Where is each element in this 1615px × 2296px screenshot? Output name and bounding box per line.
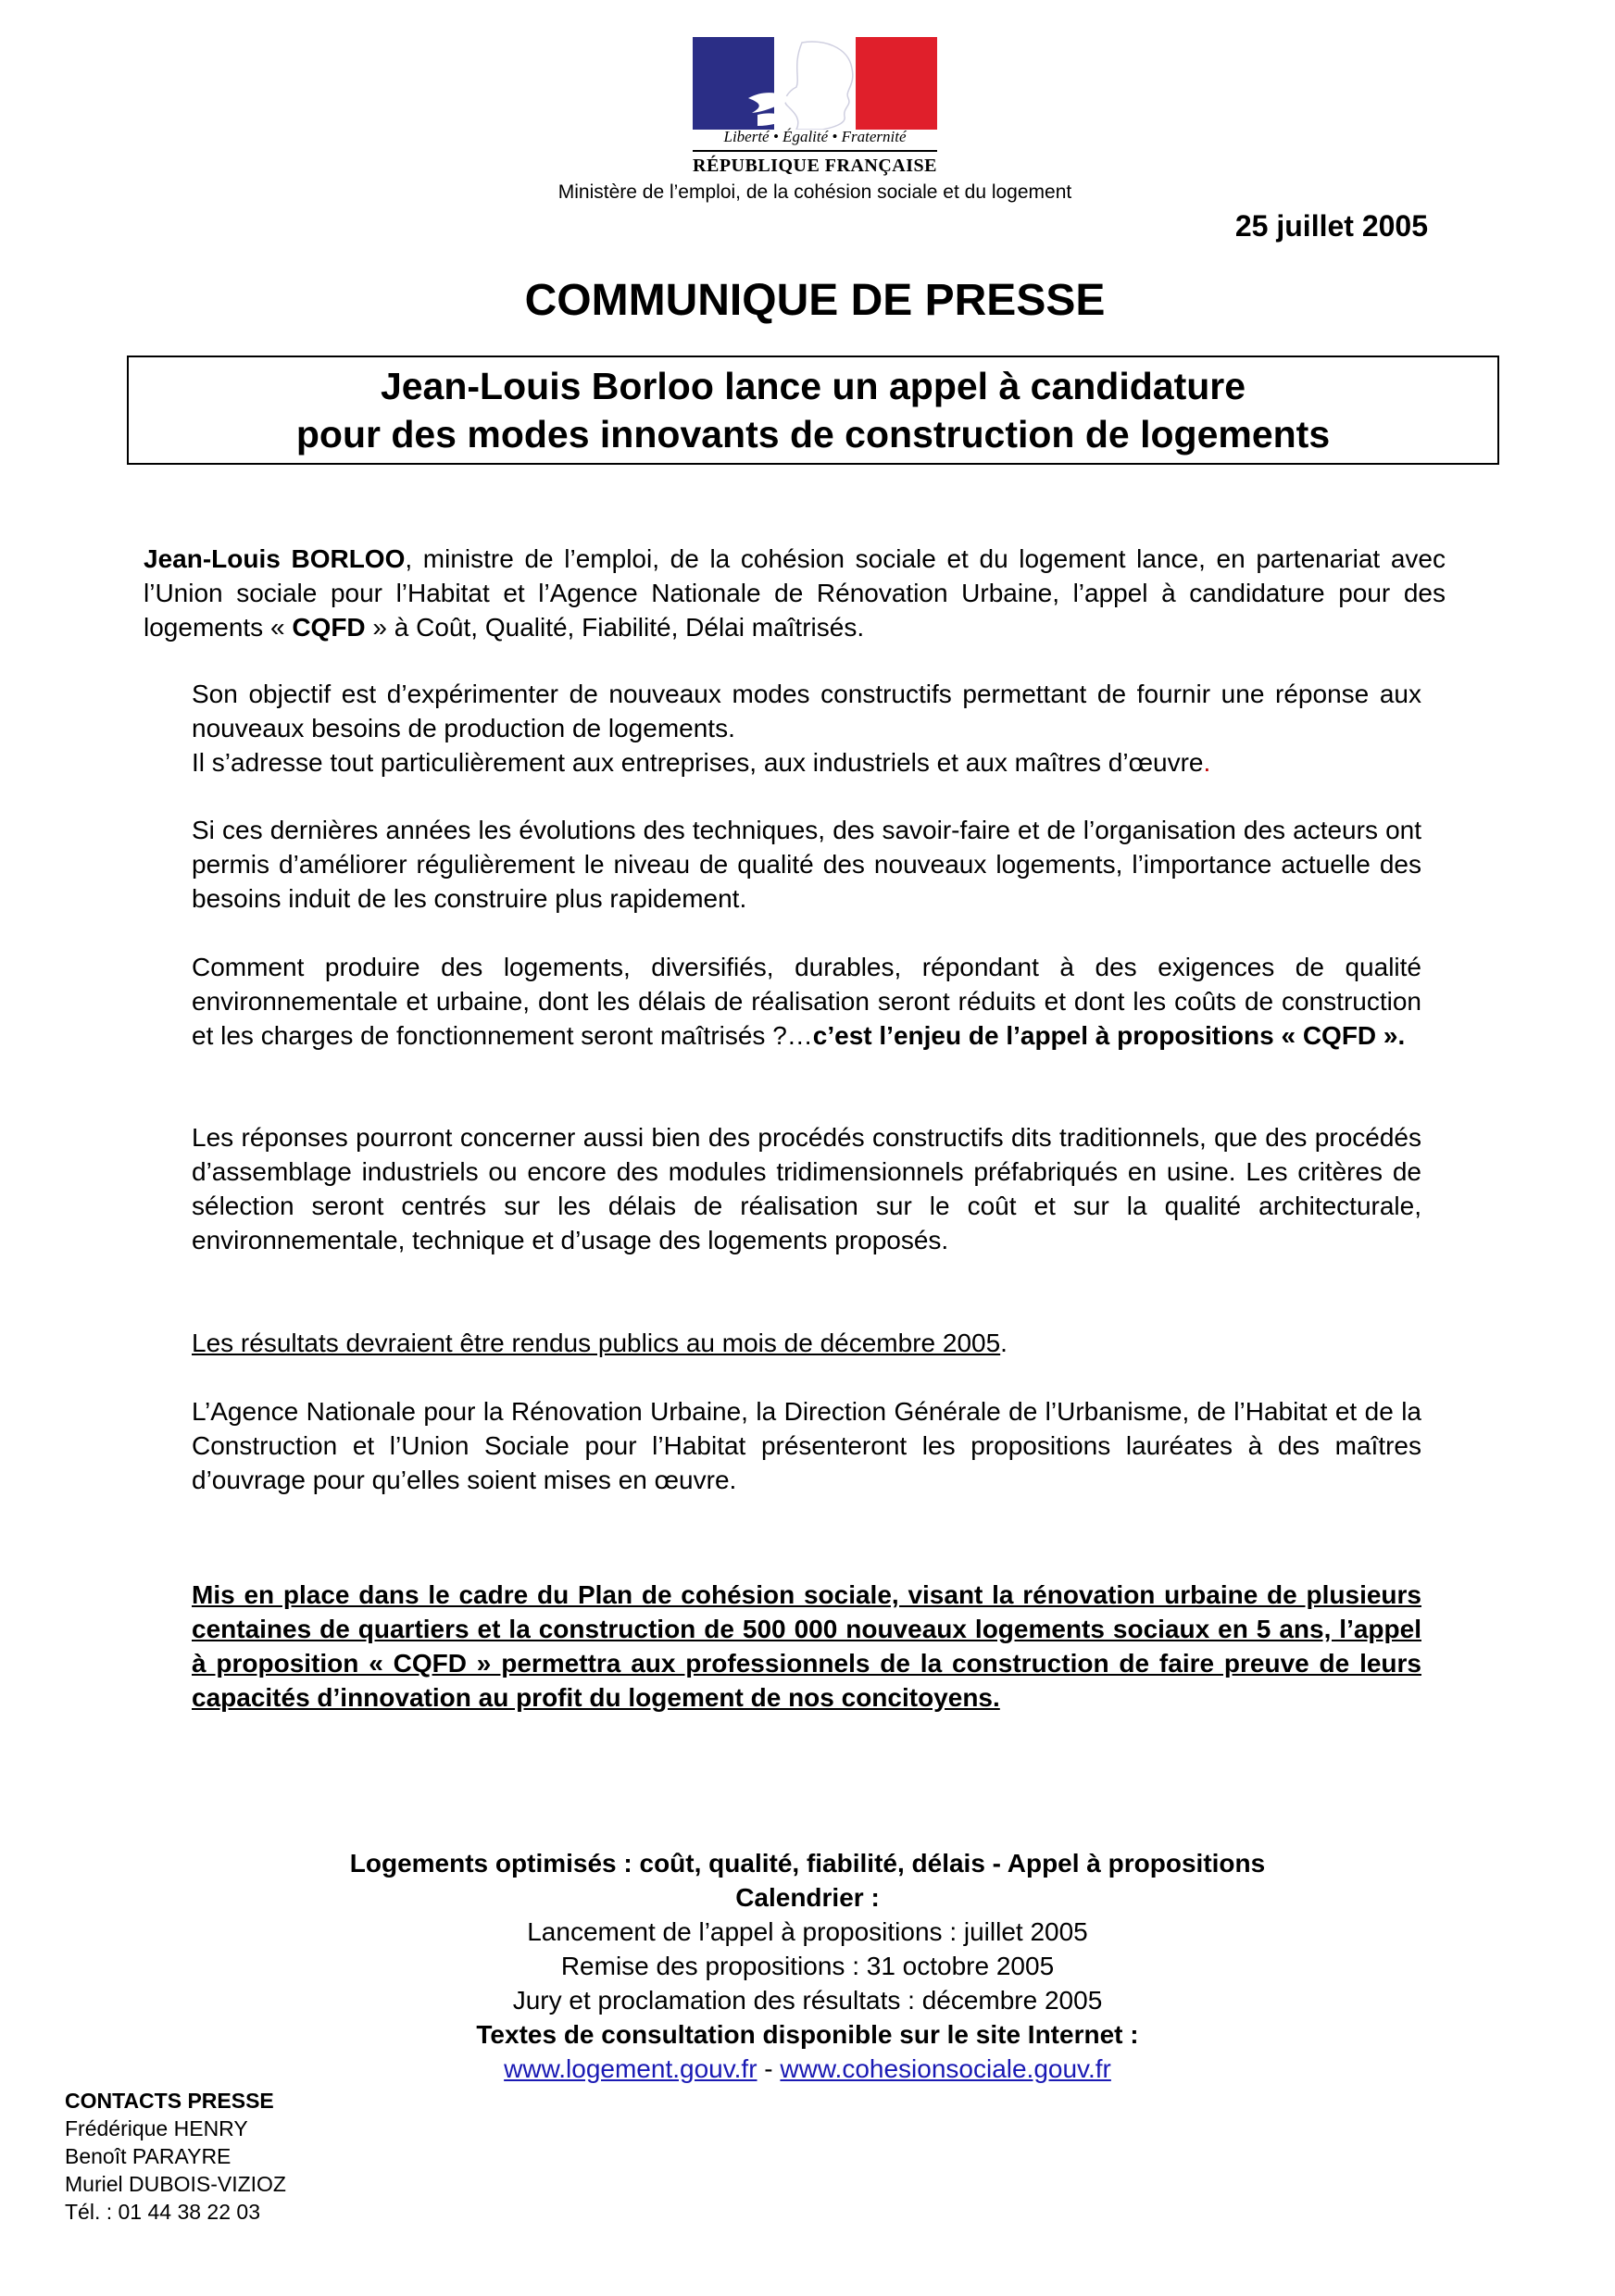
intro-text-end: » à Coût, Qualité, Fiabilité, Délai maîtrisés. [365, 613, 865, 642]
intro-text: , ministre de l’emploi, de la cohésion sociale et du logement lance, en partenariat avec l’Union sociale pour l’Habitat et l’Agence Nationale de Rénovation Urbaine, l’appel à candidature pour des logements « [144, 544, 1446, 642]
results-text: Les résultats devraient être rendus publics au mois de décembre 2005 [192, 1329, 1001, 1357]
contact-name: Benoît PARAYRE [65, 2144, 232, 2168]
logo-motto: Liberté • Égalité • Fraternité [723, 128, 907, 145]
logo-red-band [856, 37, 937, 130]
paragraph-objective [192, 677, 1421, 780]
document-title: COMMUNIQUE DE PRESSE [524, 276, 1106, 325]
paragraph-responses: Les réponses pourront concerner aussi bien des procédés constructifs dits traditionnels, que des procédés d’assemblage industriels ou encore des modules tridimensionnels préfabriqués en usine. Les critères de sélection seront centrés sur les délais de réalisation sur le coût et sur la qualité architecturale, environnementale, technique et d’usage des logements proposés. [192, 1123, 1421, 1254]
calendar-submission: Remise des propositions : 31 octobre 2005 [560, 1952, 1055, 1980]
calendar-launch: Lancement de l’appel à propositions : juillet 2005 [527, 1917, 1088, 1946]
paragraph-plan: Mis en place dans le cadre du Plan de cohésion sociale, visant la rénovation urbaine de plusieurs centaines de quartiers et la construction de 500 000 nouveaux logements sociaux en 5 ans, l’appel à proposition « CQFD » permettra aux professionnels de la construction de faire preuve de leurs capacités d’innovation au profit du logement de nos concitoyens. [192, 1580, 1421, 1712]
objective-text: Son objectif est d’expérimenter de nouveaux modes constructifs permettant de fournir une réponse aux nouveaux besoins de production de logements. [192, 680, 1421, 742]
challenge-bold: c’est l’enjeu de l’appel à propositions « CQFD ». [812, 1021, 1406, 1050]
link-separator: - [757, 2054, 781, 2083]
audience-text-end: . [1203, 748, 1211, 777]
marianne-logo [693, 37, 937, 130]
publication-date: 25 juillet 2005 [1234, 209, 1428, 243]
calendar-jury: Jury et proclamation des résultats : décembre 2005 [512, 1986, 1103, 2015]
headline-line-1: Jean-Louis Borloo lance un appel à candidature [380, 365, 1246, 407]
press-contacts [65, 2087, 286, 2226]
website-links [222, 2052, 1393, 2086]
program-title: Logements optimisés : coût, qualité, fiabilité, délais - Appel à propositions [349, 1849, 1266, 1878]
consultation-texts: Textes de consultation disponible sur le site Internet : [476, 2020, 1139, 2049]
results-text-end: . [1000, 1329, 1008, 1357]
cqfd-acronym: CQFD [292, 613, 366, 642]
program-block [222, 1846, 1393, 2086]
headline-box [127, 356, 1499, 465]
paragraph-results [192, 1326, 1421, 1360]
link-logement[interactable]: www.logement.gouv.fr [504, 2054, 757, 2083]
ministry-name: Ministère de l’emploi, de la cohésion sociale et du logement [557, 181, 1072, 203]
calendar-label: Calendrier : [735, 1883, 880, 1912]
contact-name: Muriel DUBOIS-VIZIOZ [65, 2172, 286, 2196]
paragraph-agencies: L’Agence Nationale pour la Rénovation Urbaine, la Direction Générale de l’Urbanisme, de l’Habitat et de la Construction et l’Union Sociale pour l’Habitat présenteront les propositions lauréates à des maîtres d’ouvrage pour qu’elles soient mises en œuvre. [192, 1397, 1421, 1494]
headline-line-2: pour des modes innovants de construction de logements [295, 413, 1331, 455]
logo-republic-name: RÉPUBLIQUE FRANÇAISE [693, 156, 937, 176]
paragraph-context: Si ces dernières années les évolutions des techniques, des savoir-faire et de l’organisation des acteurs ont permis d’améliorer régulièrement le niveau de qualité des nouveaux logements, l’importance actuelle des besoins induit de les construire plus rapidement. [192, 816, 1421, 913]
logo-divider [693, 150, 937, 152]
audience-text: Il s’adresse tout particulièrement aux entreprises, aux industriels et aux maîtres d’œuvre [192, 748, 1204, 777]
challenge-text: Comment produire des logements, diversifiés, durables, répondant à des exigences de qualité environnementale et urbaine, dont les délais de réalisation seront réduits et dont les coûts de construction et les charges de fonctionnement seront maîtrisés ?… [192, 953, 1421, 1050]
contact-name: Frédérique HENRY [65, 2116, 248, 2140]
minister-name: Jean-Louis BORLOO [144, 544, 406, 573]
link-cohesionsociale[interactable]: www.cohesionsociale.gouv.fr [780, 2054, 1111, 2083]
contacts-heading: CONTACTS PRESSE [65, 2089, 274, 2113]
paragraph-challenge [192, 950, 1421, 1053]
intro-paragraph [144, 542, 1446, 644]
contact-phone: Tél. : 01 44 38 22 03 [65, 2200, 260, 2224]
